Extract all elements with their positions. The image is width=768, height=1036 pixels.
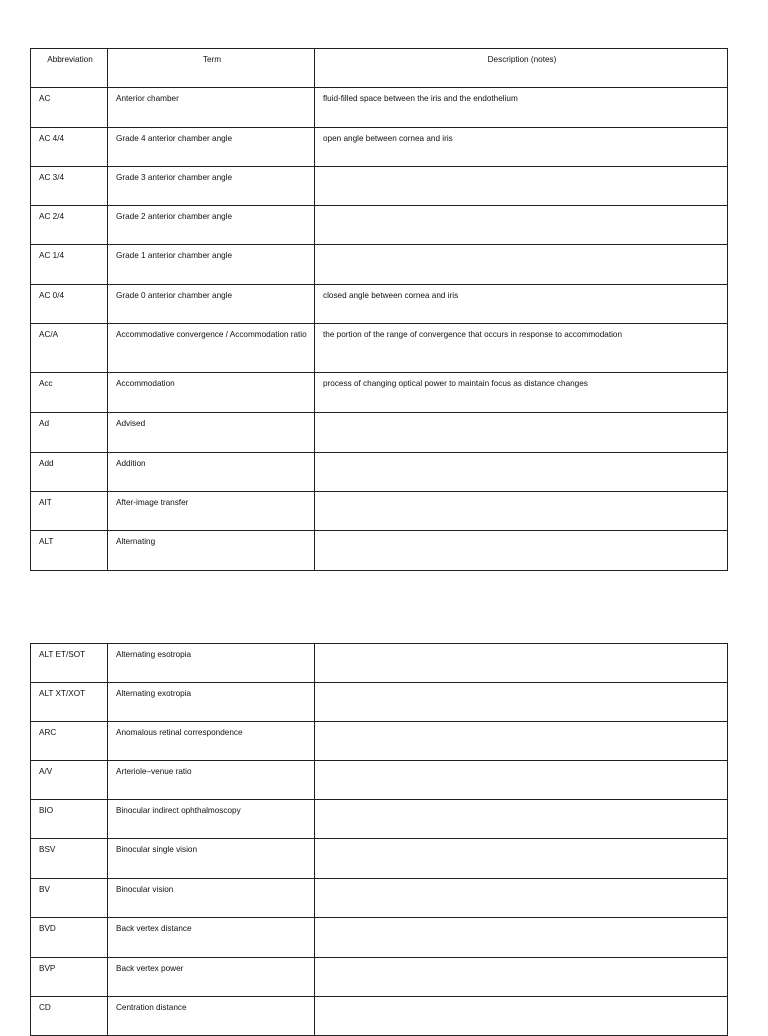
term-cell: Grade 4 anterior chamber angle xyxy=(108,128,315,167)
header-description: Description (notes) xyxy=(315,49,728,88)
term-cell: Arteriole–venue ratio xyxy=(108,761,315,800)
abbreviation-cell: Add xyxy=(31,453,108,492)
term-cell: Anomalous retinal correspondence xyxy=(108,722,315,761)
term-cell: Back vertex power xyxy=(108,958,315,997)
abbreviation-cell: AC xyxy=(31,88,108,128)
description-cell xyxy=(315,958,728,997)
term-cell: Grade 3 anterior chamber angle xyxy=(108,167,315,206)
abbreviation-cell: BV xyxy=(31,879,108,918)
abbreviation-cell: ARC xyxy=(31,722,108,761)
table-row xyxy=(31,958,728,997)
description-cell xyxy=(315,531,728,571)
table-row xyxy=(31,413,728,453)
term-cell: Accommodation xyxy=(108,373,315,413)
abbreviation-cell: ALT xyxy=(31,531,108,571)
table-row xyxy=(31,206,728,245)
description-cell: closed angle between cornea and iris xyxy=(315,285,728,324)
description-cell xyxy=(315,167,728,206)
table-row xyxy=(31,644,728,683)
abbreviation-cell: AC 0/4 xyxy=(31,285,108,324)
abbreviation-cell: CD xyxy=(31,997,108,1036)
table-row xyxy=(31,453,728,492)
term-cell: Anterior chamber xyxy=(108,88,315,128)
description-cell: the portion of the range of convergence that occurs in response to accommodation xyxy=(315,324,728,373)
header-term: Term xyxy=(108,49,315,88)
term-cell: After-image transfer xyxy=(108,492,315,531)
term-cell: Binocular single vision xyxy=(108,839,315,879)
table-row xyxy=(31,761,728,800)
table-row xyxy=(31,373,728,413)
description-cell xyxy=(315,206,728,245)
abbreviation-cell: AC 2/4 xyxy=(31,206,108,245)
description-cell xyxy=(315,413,728,453)
abbreviation-cell: Acc xyxy=(31,373,108,413)
description-cell xyxy=(315,997,728,1036)
term-cell: Centration distance xyxy=(108,997,315,1036)
abbreviation-cell: ALT XT/XOT xyxy=(31,683,108,722)
description-cell xyxy=(315,839,728,879)
table-row xyxy=(31,324,728,373)
description-cell: process of changing optical power to maintain focus as distance changes xyxy=(315,373,728,413)
table-row xyxy=(31,245,728,285)
term-cell: Binocular vision xyxy=(108,879,315,918)
description-cell xyxy=(315,722,728,761)
description-cell: fluid-filled space between the iris and the endothelium xyxy=(315,88,728,128)
description-cell xyxy=(315,800,728,839)
term-cell: Grade 2 anterior chamber angle xyxy=(108,206,315,245)
glossary-table-1 xyxy=(30,48,728,571)
term-cell: Addition xyxy=(108,453,315,492)
abbreviation-cell: BIO xyxy=(31,800,108,839)
table-row xyxy=(31,683,728,722)
term-cell: Alternating xyxy=(108,531,315,571)
term-cell: Alternating exotropia xyxy=(108,683,315,722)
abbreviation-cell: AC 3/4 xyxy=(31,167,108,206)
table-row xyxy=(31,918,728,958)
abbreviation-cell: Ad xyxy=(31,413,108,453)
description-cell xyxy=(315,683,728,722)
abbreviation-cell: A/V xyxy=(31,761,108,800)
term-cell: Alternating esotropia xyxy=(108,644,315,683)
abbreviation-cell: BVP xyxy=(31,958,108,997)
table-row xyxy=(31,800,728,839)
abbreviation-cell: AC/A xyxy=(31,324,108,373)
table-row xyxy=(31,128,728,167)
term-cell: Back vertex distance xyxy=(108,918,315,958)
description-cell: open angle between cornea and iris xyxy=(315,128,728,167)
description-cell xyxy=(315,918,728,958)
table-row xyxy=(31,167,728,206)
header-abbreviation: Abbreviation xyxy=(31,49,108,88)
table-row xyxy=(31,88,728,128)
term-cell: Grade 0 anterior chamber angle xyxy=(108,285,315,324)
table-header-row xyxy=(31,49,728,88)
term-cell: Advised xyxy=(108,413,315,453)
abbreviation-cell: BVD xyxy=(31,918,108,958)
table-row xyxy=(31,879,728,918)
table-row xyxy=(31,492,728,531)
term-cell: Binocular indirect ophthalmoscopy xyxy=(108,800,315,839)
description-cell xyxy=(315,245,728,285)
term-cell: Accommodative convergence / Accommodation ratio xyxy=(108,324,315,373)
abbreviation-cell: AC 4/4 xyxy=(31,128,108,167)
abbreviation-cell: AIT xyxy=(31,492,108,531)
description-cell xyxy=(315,453,728,492)
description-cell xyxy=(315,644,728,683)
table-row xyxy=(31,722,728,761)
term-cell: Grade 1 anterior chamber angle xyxy=(108,245,315,285)
description-cell xyxy=(315,492,728,531)
table-row xyxy=(31,531,728,571)
glossary-table-2 xyxy=(30,643,728,1036)
description-cell xyxy=(315,879,728,918)
table-row xyxy=(31,285,728,324)
abbreviation-cell: BSV xyxy=(31,839,108,879)
description-cell xyxy=(315,761,728,800)
table-row xyxy=(31,839,728,879)
abbreviation-cell: ALT ET/SOT xyxy=(31,644,108,683)
table-row xyxy=(31,997,728,1036)
abbreviation-cell: AC 1/4 xyxy=(31,245,108,285)
